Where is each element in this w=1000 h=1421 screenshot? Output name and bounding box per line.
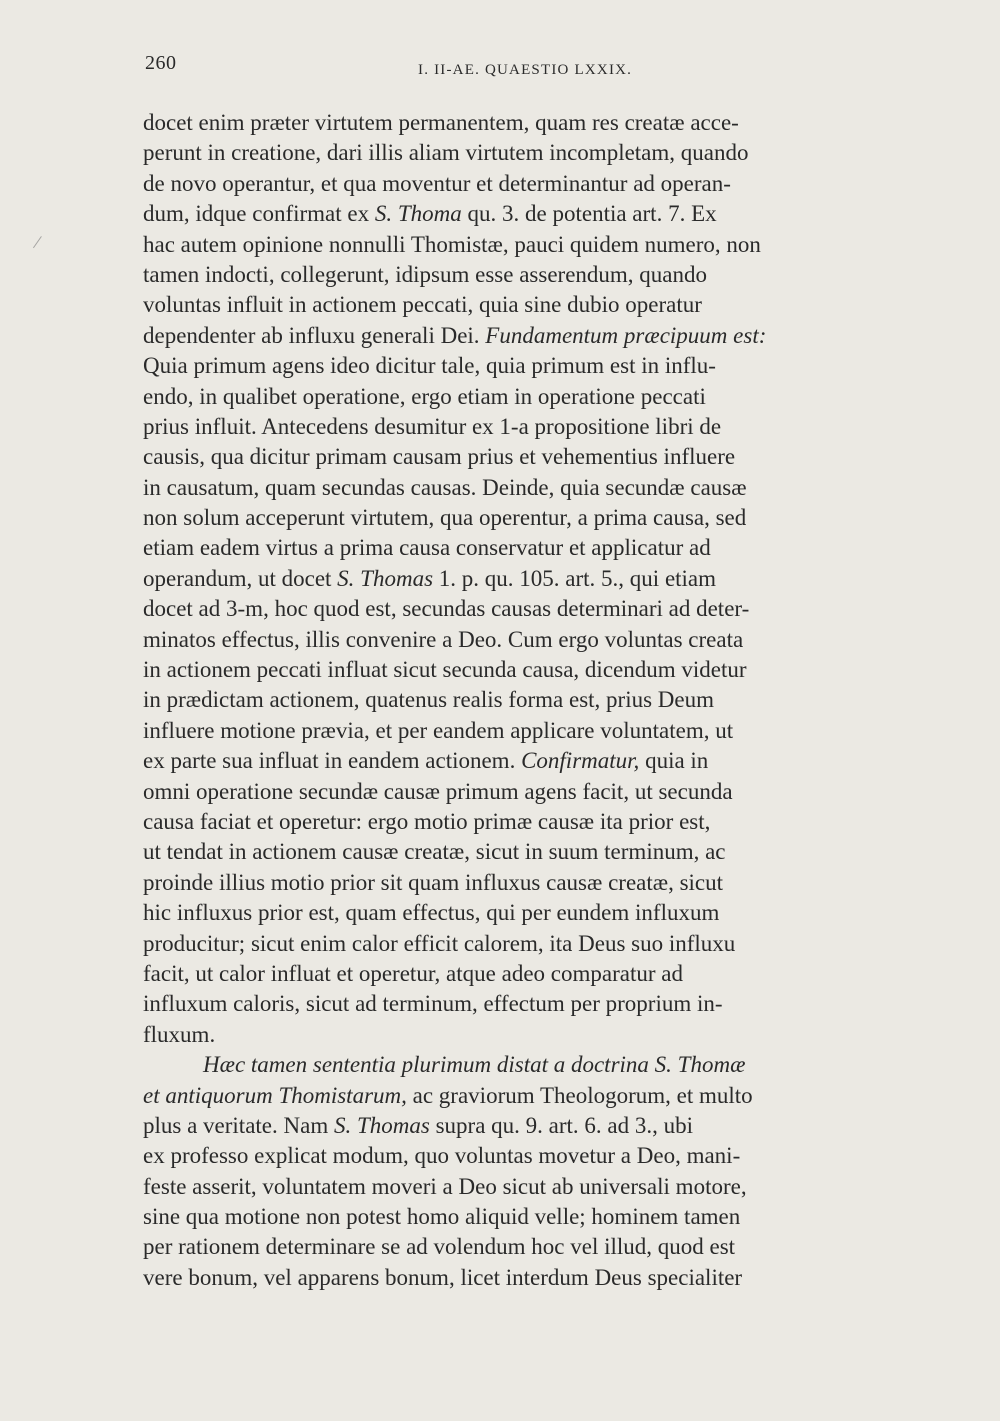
text-line — [143, 898, 915, 928]
text-line — [143, 929, 915, 959]
text-line — [143, 199, 915, 229]
text-line — [143, 412, 915, 442]
text-segment: plus a veritate. Nam — [143, 1112, 334, 1138]
text-segment: 1. p. qu. 105. art. 5., qui etiam — [433, 565, 717, 591]
text-segment: ut tendat in actionem causæ creatæ, sicut in suum terminum, ac — [143, 839, 726, 865]
text-line — [143, 1263, 915, 1293]
text-line — [143, 989, 915, 1019]
text-line — [143, 503, 915, 533]
text-line — [143, 1050, 915, 1080]
text-line — [143, 777, 915, 807]
italic-text: Confirmatur, — [521, 748, 640, 774]
text-segment: per rationem determinare se ad volendum hoc vel illud, quod est — [143, 1234, 736, 1260]
text-segment: tamen indocti, collegerunt, idipsum esse asserendum, quando — [143, 261, 708, 287]
text-segment: dependenter ab influxu generali Dei. — [143, 322, 486, 348]
italic-text: S. Thomas — [337, 565, 434, 591]
text-line — [143, 1111, 915, 1141]
text-line — [143, 807, 915, 837]
text-segment: de novo operantur, et qua moventur et determinantur ad operan- — [143, 170, 731, 196]
text-line — [143, 1232, 915, 1262]
text-segment: feste asserit, voluntatem moveri a Deo sicut ab universali motore, — [143, 1173, 747, 1199]
text-line — [143, 138, 915, 168]
text-segment: docet enim præter virtutem permanentem, quam res creatæ acce- — [143, 110, 739, 135]
text-line — [143, 837, 915, 867]
page-number: 260 — [145, 52, 177, 74]
text-line — [143, 1081, 915, 1111]
text-line — [143, 473, 915, 503]
text-line — [143, 108, 915, 138]
text-line — [143, 564, 915, 594]
text-line — [143, 1172, 915, 1202]
text-segment: etiam eadem virtus a prima causa conservatur et applicatur ad — [143, 535, 711, 561]
text-line — [143, 716, 915, 746]
text-segment: endo, in qualibet operatione, ergo etiam in operatione peccati — [143, 383, 706, 409]
text-segment: ac graviorum Theologorum, et multo — [406, 1082, 753, 1108]
text-segment: prius influit. Antecedens desumitur ex 1-a propositione libri de — [143, 413, 722, 439]
text-line — [143, 655, 915, 685]
text-segment: influere motione prævia, et per eandem applicare voluntatem, ut — [143, 717, 734, 743]
text-line — [143, 746, 915, 776]
text-segment: voluntas influit in actionem peccati, quia sine dubio operatur — [143, 292, 702, 318]
italic-text: S. Thoma — [374, 201, 462, 227]
text-line — [143, 1020, 915, 1050]
text-segment: causis, qua dicitur primam causam prius et vehementius influere — [143, 444, 736, 470]
text-segment: omni operatione secundæ causæ primum agens facit, ut secunda — [143, 778, 733, 804]
text-segment: in actionem peccati influat sicut secunda causa, dicendum videtur — [143, 657, 747, 683]
running-head: I. II-AE. QUAESTIO LXXIX. — [418, 62, 633, 78]
text-segment: influxum caloris, sicut ad terminum, effectum per proprium in- — [143, 991, 723, 1017]
text-segment: facit, ut calor influat et operetur, atque adeo comparatur ad — [143, 960, 683, 986]
text-segment: producitur; sicut enim calor efficit calorem, ita Deus suo influxu — [143, 930, 736, 956]
text-line — [143, 351, 915, 381]
text-segment: supra qu. 9. art. 6. ad 3., ubi — [429, 1112, 694, 1138]
text-segment: operandum, ut docet — [143, 565, 338, 591]
text-segment: dum, idque confirmat ex — [143, 201, 375, 227]
text-segment: fluxum. — [143, 1021, 216, 1047]
text-segment: Quia primum agens ideo dicitur tale, quia primum est in influ- — [143, 353, 716, 379]
text-line — [143, 685, 915, 715]
text-line — [143, 625, 915, 655]
italic-text: Fundamentum præcipuum est: — [485, 322, 767, 348]
body-text — [143, 108, 915, 1293]
text-line — [143, 1202, 915, 1232]
margin-pencil-mark — [33, 236, 50, 254]
text-segment: non solum acceperunt virtutem, qua operentur, a prima causa, sed — [143, 505, 747, 531]
text-line — [143, 594, 915, 624]
italic-text: Hæc tamen sententia plurimum distat a doctrina S. Thomæ — [203, 1052, 746, 1078]
text-line — [143, 1141, 915, 1171]
text-line — [143, 533, 915, 563]
text-segment: in prædictam actionem, quatenus realis forma est, prius Deum — [143, 687, 715, 713]
text-segment: proinde illius motio prior sit quam influxus causæ creatæ, sicut — [143, 869, 724, 895]
text-segment: causa faciat et operetur: ergo motio primæ causæ ita prior est, — [143, 808, 711, 834]
text-segment: qu. 3. de potentia art. 7. Ex — [461, 201, 717, 227]
text-line — [143, 959, 915, 989]
text-segment: minatos effectus, illis convenire a Deo. Cum ergo voluntas creata — [143, 626, 744, 652]
text-segment: perunt in creatione, dari illis aliam virtutem incompletam, quando — [143, 140, 749, 166]
text-line — [143, 290, 915, 320]
text-segment: hic influxus prior est, quam effectus, qui per eundem influxum — [143, 900, 720, 926]
text-line — [143, 382, 915, 412]
text-line — [143, 230, 915, 260]
text-segment: hac autem opinione nonnulli Thomistæ, pauci quidem numero, non — [143, 231, 761, 257]
text-segment: docet ad 3-m, hoc quod est, secundas causas determinari ad deter- — [143, 596, 750, 622]
text-segment: vere bonum, vel apparens bonum, licet interdum Deus specialiter — [143, 1264, 743, 1290]
text-segment: quia in — [639, 748, 709, 774]
text-segment: in causatum, quam secundas causas. Deinde, quia secundæ causæ — [143, 474, 747, 500]
text-line — [143, 868, 915, 898]
text-line — [143, 169, 915, 199]
text-line — [143, 442, 915, 472]
text-line — [143, 321, 915, 351]
text-line — [143, 260, 915, 290]
italic-text: et antiquorum Thomistarum, — [143, 1082, 407, 1108]
text-segment: ex professo explicat modum, quo voluntas movetur a Deo, mani- — [143, 1143, 741, 1169]
text-segment: ex parte sua influat in eandem actionem. — [143, 748, 522, 774]
text-segment: sine qua motione non potest homo aliquid velle; hominem tamen — [143, 1204, 741, 1230]
italic-text: S. Thomas — [333, 1112, 430, 1138]
